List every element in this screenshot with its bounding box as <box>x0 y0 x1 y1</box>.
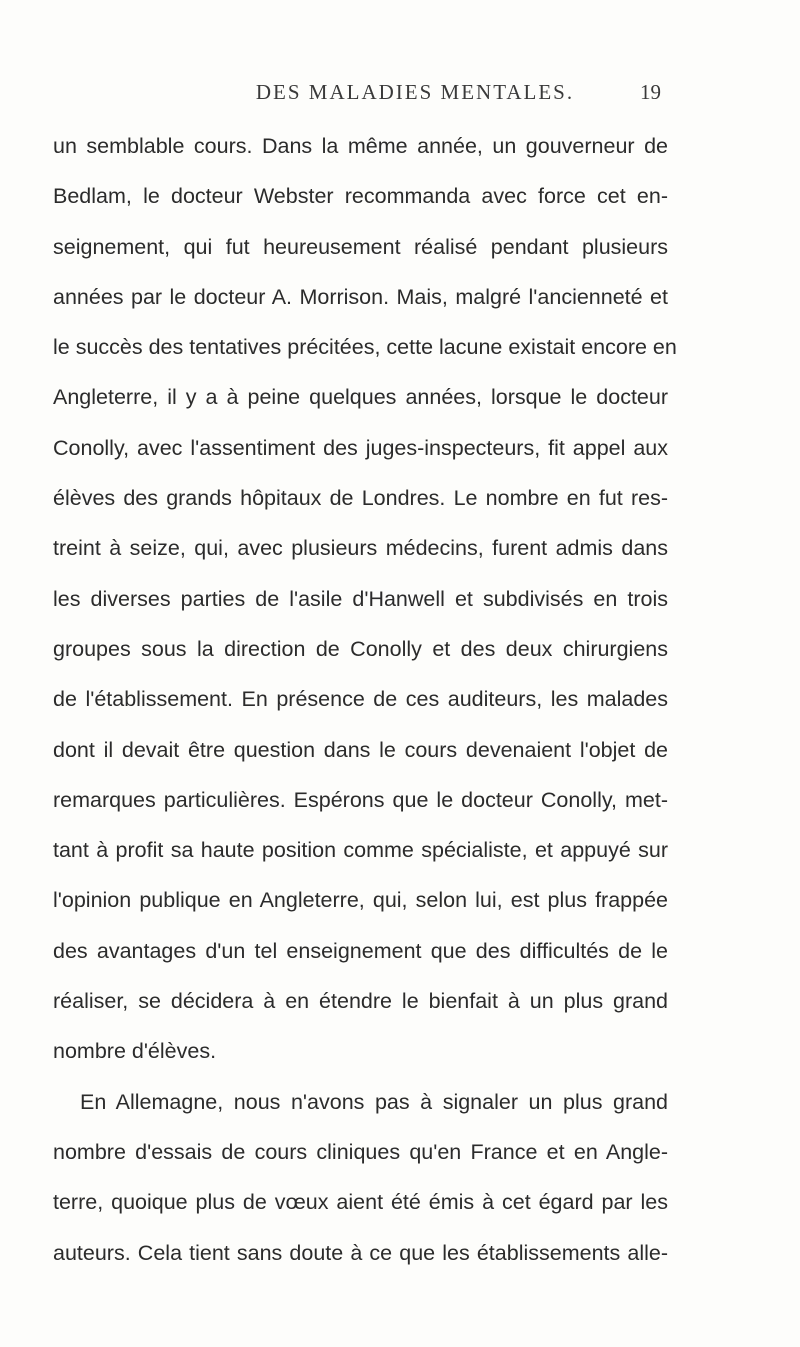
text-line: Bedlam, le docteur Webster recommanda avec force cet en- <box>53 184 668 209</box>
text-line: treint à seize, qui, avec plusieurs médecins, furent admis dans <box>53 536 668 561</box>
running-head <box>205 80 661 110</box>
text-line: terre, quoique plus de vœux aient été émis à cet égard par les <box>53 1190 668 1215</box>
text-line: Angleterre, il y a à peine quelques années, lorsque le docteur <box>53 385 668 410</box>
text-line: groupes sous la direction de Conolly et des deux chirurgiens <box>53 636 668 661</box>
page-number: 19 <box>640 80 661 104</box>
text-line: nombre d'essais de cours cliniques qu'en France et en Angle- <box>53 1139 668 1164</box>
text-line: les diverses parties de l'asile d'Hanwell et subdivisés en trois <box>53 586 668 611</box>
text-line: réaliser, se décidera à en étendre le bienfait à un plus grand <box>53 989 668 1014</box>
paragraph-end-line: nombre d'élèves. <box>53 1039 217 1064</box>
text-line: de l'établissement. En présence de ces auditeurs, les malades <box>53 687 668 712</box>
text-line: l'opinion publique en Angleterre, qui, selon lui, est plus frappée <box>53 888 668 913</box>
text-line: remarques particulières. Espérons que le docteur Conolly, met- <box>53 787 668 812</box>
running-title: DES MALADIES MENTALES. <box>255 80 575 104</box>
text-line: des avantages d'un tel enseignement que des difficultés de le <box>53 938 668 963</box>
body-text <box>53 121 677 1278</box>
text-line: élèves des grands hôpitaux de Londres. Le nombre en fut res- <box>53 486 668 511</box>
text-line: Conolly, avec l'assentiment des juges-inspecteurs, fit appel aux <box>53 435 668 460</box>
text-line: seignement, qui fut heureusement réalisé pendant plusieurs <box>53 234 668 259</box>
text-line: un semblable cours. Dans la même année, un gouverneur de <box>53 134 668 158</box>
text-line: tant à profit sa haute position comme spécialiste, et appuyé sur <box>53 838 668 863</box>
text-line: dont il devait être question dans le cours devenaient l'objet de <box>53 737 668 762</box>
text-line: années par le docteur A. Morrison. Mais, malgré l'ancienneté et <box>53 284 668 309</box>
paragraph-start-line: En Allemagne, nous n'avons pas à signaler un plus grand <box>80 1089 668 1114</box>
text-line: le succès des tentatives précitées, cette lacune existait encore en <box>53 335 677 360</box>
text-line: auteurs. Cela tient sans doute à ce que les établissements alle- <box>53 1240 668 1265</box>
